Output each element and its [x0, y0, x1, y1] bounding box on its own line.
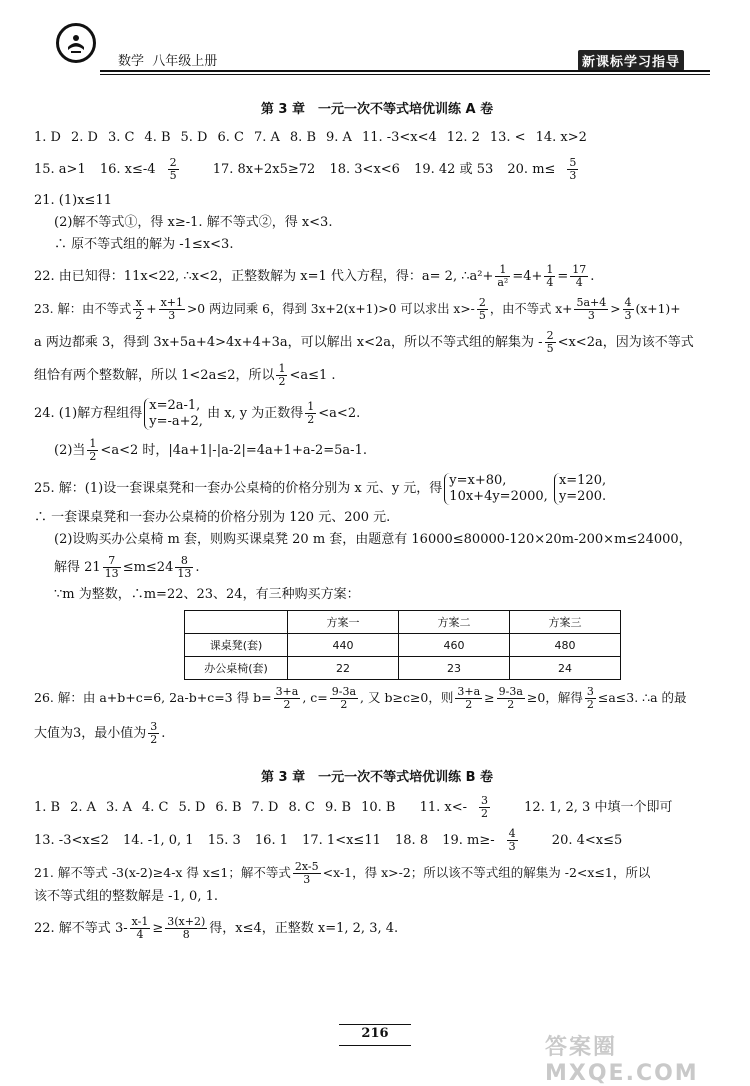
- answer-b-21: 21. 解不等式 -3(x-2)≥4-x 得 x≤1；解不等式 $\frac{2x-5}{3}$ <x-1，得 x>-2；所以该不等式组的解集为 -2<x≤1，所以 该不等式组的整数解是 -1, 0, 1.: [34, 860, 651, 904]
- table-row: 课桌凳(套) 440 460 480: [185, 634, 621, 657]
- answer-24: 24. (1)解方程组得 x=2a-1, y=-a+2, 由 x, y 为正数得 $\frac{1}{2}$ <a<2. (2)当 $\frac{1}{2}$ <a<2 时，|4a+1|-|a-2|=4a+1+a-2=5a-1.: [34, 397, 367, 463]
- answer-item: 1. B: [34, 800, 61, 815]
- answer-item: 2. D: [70, 130, 98, 145]
- answer-item: 3. A: [106, 800, 132, 815]
- header-title: 数学 八年级上册: [118, 54, 218, 69]
- header-rule: [100, 70, 710, 72]
- answer-item: 12. 2: [446, 130, 480, 145]
- book-logo-icon: [56, 23, 96, 63]
- answer-25: 25. 解：(1)设一套课桌凳和一套办公桌椅的价格分别为 x 元、y 元，得 y=x+80, 10x+4y=2000, x=120, y=200. ∴ 一套课桌凳和一套办公桌椅的价格分别为 120 元、200 元. (2)设购买办公桌椅 m 套，则购买课桌凳 20 m 套，由题意有 16000≤80000-120×20m-200×m≤24000， 解得 21 $\frac{7}{13}$ ≤m≤24 $\frac{8}{13}$ . ∵m 为整数，∴m=22、23、24，有三种购买方案： 方案一 方案二 方案三 课桌凳(套) 440 460 480 办公桌椅(套) 22 23 24: [34, 471, 720, 680]
- answer-item: 7. D: [251, 800, 279, 815]
- section-b-title: 第 3 章 一元一次不等式培优训练 B 卷: [260, 770, 494, 785]
- page-header: [0, 0, 750, 80]
- answer-item: 6. B: [215, 800, 242, 815]
- section-b-choice-answers: 1. B 2. A 3. A 4. C 5. D 6. B 7. D 8. C 9. B 10. B 11. x<- $\frac{3}{2}$ 12. 1, 2, 3 中填一个即可: [34, 794, 673, 820]
- answer-26: 26. 解：由 a+b+c=6, 2a-b+c=3 得 b= $\frac{3+a}{2}$ , c= $\frac{9-3a}{2}$ , 又 b≥c≥0，则 $\frac{3+a}{2}$ ≥ $\frac{9-3a}{2}$ ≥0，解得 $\frac{3}{2}$ ≤a≤3. ∴a 的最 大值为3，最小值为 $\frac{3}{2}$ .: [34, 685, 687, 746]
- answer-22: 22. 由已知得：11x<22, ∴x<2，正整数解为 x=1 代入方程，得：a= 2, ∴a²+ $\frac{1}{\text{a²}}$ =4+ $\frac{1}{4}$ = $\frac{17}{4}$ .: [34, 263, 595, 289]
- answer-item: 13. <: [489, 130, 526, 145]
- table-header-row: 方案一 方案二 方案三: [185, 611, 621, 634]
- answer-item: 1. D: [34, 130, 61, 145]
- table-row: 办公桌椅(套) 22 23 24: [185, 657, 621, 680]
- answer-item: 5. D: [178, 800, 206, 815]
- answer-item: 14. x>2: [535, 130, 587, 145]
- answer-item: 3. C: [107, 130, 135, 145]
- answer-item: 9. A: [326, 130, 352, 145]
- header-rule-thin: [100, 74, 710, 75]
- section-a-title: 第 3 章 一元一次不等式培优训练 A 卷: [260, 102, 494, 117]
- answer-item: 9. B: [324, 800, 352, 815]
- section-b-fill-answers: 13. -3<x≤2 14. -1, 0, 1 15. 3 16. 1 17. 1<x≤11 18. 8 19. m≥- $\frac{4}{3}$ 20. 4<x≤5: [34, 827, 623, 853]
- watermark-logo: 答案圈 MXQE.COM: [545, 1035, 699, 1086]
- brand-logo: 新课标学习指导: [578, 50, 684, 71]
- answer-item: 11. -3<x<4: [361, 130, 437, 145]
- answer-item: 5. D: [180, 130, 208, 145]
- answer-item: 7. A: [253, 130, 280, 145]
- answer-b-22: 22. 解不等式 3- $\frac{x-1}{4}$ ≥ $\frac{3(x+2)}{8}$ 得，x≤4，正整数 x=1, 2, 3, 4.: [34, 915, 399, 941]
- section-a-choice-answers: [34, 127, 720, 149]
- answer-item: 10. B: [361, 800, 396, 815]
- answer-content: [34, 92, 720, 941]
- answer-item: 8. B: [289, 130, 316, 145]
- answer-item: 4. C: [141, 800, 169, 815]
- answer-item: 6. C: [217, 130, 244, 145]
- answer-23: 23. 解：由不等式 $\frac{x}{2}$ + $\frac{x+1}{3}$ >0 两边同乘 6，得到 3x+2(x+1)>0 可以求出 x>- $\frac{2}{5}$ ，由不等式 x+ $\frac{5a+4}{3}$ > $\frac{4}{3}$ (x+1)+ a 两边都乘 3，得到 3x+5a+4>4x+4+3a，可以解出 x<2a，所以不等式组的解集为 - $\frac{2}{5}$ <x<2a，因为该不等式 组恰有两个整数解，所以 1<2a≤2，所以 $\frac{1}{2}$ <a≤1 .: [34, 296, 694, 388]
- section-a-fill-answers: 15. a>1 16. x≤-4 $\frac{2}{5}$ 17. 8x+2x5≥72 18. 3<x<6 19. 42 或 53 20. m≤ $\frac{5}{3}$: [34, 156, 577, 182]
- answer-item: 4. B: [144, 130, 171, 145]
- answer-item: 8. C: [288, 800, 315, 815]
- answer-21: 21. (1)x≤11 (2)解不等式①，得 x≥-1. 解不等式②，得 x<3. ∴ 原不等式组的解为 -1≤x<3.: [34, 193, 333, 252]
- purchase-plan-table: [184, 610, 621, 680]
- page-number: 216: [345, 1026, 405, 1041]
- answer-item: 2. A: [70, 800, 97, 815]
